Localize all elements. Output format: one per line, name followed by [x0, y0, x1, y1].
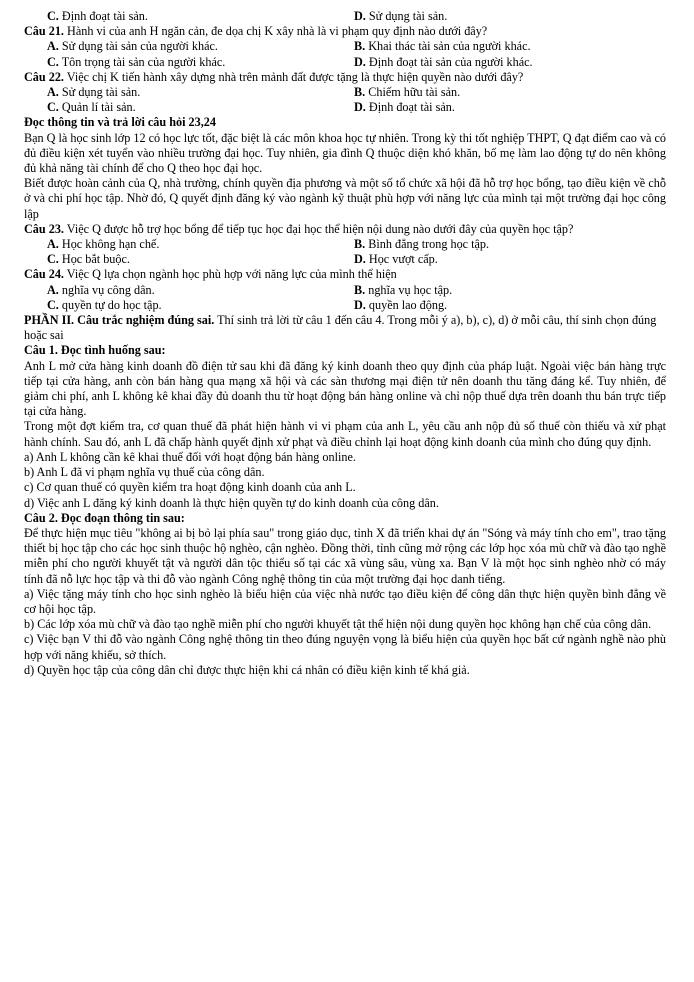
tf1-paragraph-1: Anh L mở cửa hàng kinh doanh đồ điện tử sau khi đã đăng ký kinh doanh theo quy định của pháp luật. Ngoài việc bán hàng trực tiếp tại cửa hàng, anh còn bán hàng qua mạng xã hội và các sàn thương mại điện tử nên doanh thu tăng đáng kể. Tuy nhiên, để giảm chi phí, anh L không kê khai đầy đủ doanh thu từ hoạt động bán hàng online và chỉ nộp thuế dựa trên doanh thu bán trực tiếp tại cửa hàng. — [24, 358, 666, 419]
q20-option-c[interactable]: C. Định đoạt tài sản. — [47, 9, 148, 23]
q23-option-b[interactable]: B. Bình đẳng trong học tập. — [354, 237, 490, 252]
tf1-statement-a[interactable]: a) Anh L không cần kê khai thuế đối với hoạt động bán hàng online. — [24, 449, 356, 464]
q22-stem: Câu 22. Việc chị K tiến hành xây dựng nhà trên mảnh đất được tặng là thực hiện quyền nào dưới đây? — [24, 69, 524, 84]
q24-option-a[interactable]: A. nghĩa vụ công dân. — [47, 282, 155, 297]
tf1-statement-c[interactable]: c) Cơ quan thuế có quyền kiểm tra hoạt động kinh doanh của anh L. — [24, 480, 356, 495]
reading-heading: Đọc thông tin và trả lời câu hỏi 23,24 — [24, 115, 216, 130]
q20-option-d[interactable]: D. Sử dụng tài sản. — [354, 9, 448, 23]
q22-option-c[interactable]: C. Quản lí tài sản. — [47, 100, 136, 115]
q24-option-c[interactable]: C. quyền tự do học tập. — [47, 297, 162, 312]
part2-header: PHẦN II. Câu trắc nghiệm đúng sai. Thí sinh trả lời từ câu 1 đến câu 4. Trong mỗi ý a), b), c), d) ở mỗi câu, thí sinh chọn đúng hoặc sai — [24, 313, 657, 343]
q24-option-d[interactable]: D. quyền lao động. — [354, 297, 448, 312]
reading-paragraph-1: Bạn Q là học sinh lớp 12 có học lực tốt, đặc biệt là các môn khoa học tự nhiên. Trong kỳ thi tốt nghiệp THPT, Q đạt điểm cao và có đủ điều kiện xét tuyển vào nhiều trường đại học. Tuy nhiên, gia đình Q thuộc diện khó khăn, bố mẹ làm lao động tự do nên không đủ khả năng tài chính để cho Q theo học đại học. — [24, 130, 666, 176]
q23-stem: Câu 23. Việc Q được hỗ trợ học bổng để tiếp tục học đại học thể hiện nội dung nào dưới đây của quyền học tập? — [24, 221, 574, 236]
tf1-statement-b[interactable]: b) Anh L đã vi phạm nghĩa vụ thuế của công dân. — [24, 465, 265, 480]
q22-option-a[interactable]: A. Sử dụng tài sản. — [47, 85, 141, 100]
q23-option-a[interactable]: A. Học không hạn chế. — [47, 237, 160, 252]
q21-options — [24, 39, 666, 69]
q21-option-d[interactable]: D. Định đoạt tài sản của người khác. — [354, 54, 533, 69]
reading-paragraph-2: Biết được hoàn cảnh của Q, nhà trường, chính quyền địa phương và một số tổ chức xã hội đã hỗ trợ học bổng, tạo điều kiện về chỗ ở và chi phí học tập. Nhờ đó, Q quyết định đăng ký vào ngành kỹ thuật phù hợp với năng lực của mình tại một trường đại học công lập — [24, 176, 666, 221]
tf2-heading: Câu 2. Đọc đoạn thông tin sau: — [24, 510, 185, 525]
tf1-paragraph-2: Trong một đợt kiểm tra, cơ quan thuế đã phát hiện hành vi vi phạm của anh L, yêu cầu anh nộp đủ số thuế còn thiếu và xử phạt hành chính. Sau đó, anh L đã chấp hành quyết định xử phạt và điều chỉnh lại hoạt động kinh doanh của mình cho đúng quy định. — [24, 419, 666, 449]
q23-options — [24, 237, 666, 267]
tf2-statement-c[interactable]: c) Việc bạn V thi đỗ vào ngành Công nghệ thông tin theo đúng nguyện vọng là biểu hiện của quyền học bất cứ ngành nghề nào phù hợp với năng khiếu, sở thích. — [24, 632, 666, 662]
q22-option-d[interactable]: D. Định đoạt tài sản. — [354, 100, 455, 115]
tf2-statement-b[interactable]: b) Các lớp xóa mù chữ và đào tạo nghề miễn phí cho người khuyết tật thể hiện nội dung quyền học không hạn chế của công dân. — [24, 617, 652, 632]
tf2-paragraph-1: Để thực hiện mục tiêu "không ai bị bỏ lại phía sau" trong giáo dục, tỉnh X đã triển khai dự án "Sóng và máy tính cho em", trao tặng thiết bị học tập cho các học sinh thuộc hộ nghèo, cận nghèo. Đồng thời, tỉnh cũng mở rộng các lớp học xóa mù chữ và đào tạo nghề miễn phí cho người khuyết tật và người dân tộc thiểu số tại các xã vùng sâu, vùng xa. Bạn V là một học sinh nghèo nhờ có máy tính đã nỗ lực học tập và thi đỗ vào ngành Công nghệ thông tin của một trường đại học danh tiếng. — [24, 525, 666, 586]
q24-stem: Câu 24. Việc Q lựa chọn ngành học phù hợp với năng lực của mình thể hiện — [24, 267, 397, 282]
q23-option-c[interactable]: C. Học bắt buộc. — [47, 252, 130, 267]
q21-stem: Câu 21. Hành vi của anh H ngăn cản, đe dọa chị K xây nhà là vi phạm quy định nào dưới đây? — [24, 24, 488, 39]
q22-option-b[interactable]: B. Chiếm hữu tài sản. — [354, 85, 461, 100]
tf2-statement-a[interactable]: a) Việc tặng máy tính cho học sinh nghèo là biểu hiện của việc nhà nước tạo điều kiện để công dân thực hiện quyền bình đẳng về cơ hội học tập. — [24, 586, 666, 616]
q21-option-c[interactable]: C. Tôn trọng tài sản của người khác. — [47, 54, 226, 69]
q23-option-d[interactable]: D. Học vượt cấp. — [354, 252, 438, 267]
q21-option-a[interactable]: A. Sử dụng tài sản của người khác. — [47, 39, 218, 54]
tf2-statement-d[interactable]: d) Quyền học tập của công dân chỉ được thực hiện khi cá nhân có điều kiện kinh tế khá giả. — [24, 662, 470, 677]
q24-options — [24, 283, 666, 313]
q21-option-b[interactable]: B. Khai thác tài sản của người khác. — [354, 39, 531, 54]
q24-option-b[interactable]: B. nghĩa vụ học tập. — [354, 282, 453, 297]
tf1-statement-d[interactable]: d) Việc anh L đăng ký kinh doanh là thực hiện quyền tự do kinh doanh của công dân. — [24, 495, 439, 510]
tf1-heading: Câu 1. Đọc tình huống sau: — [24, 343, 166, 358]
q20-options — [24, 9, 666, 24]
q22-options — [24, 85, 666, 115]
